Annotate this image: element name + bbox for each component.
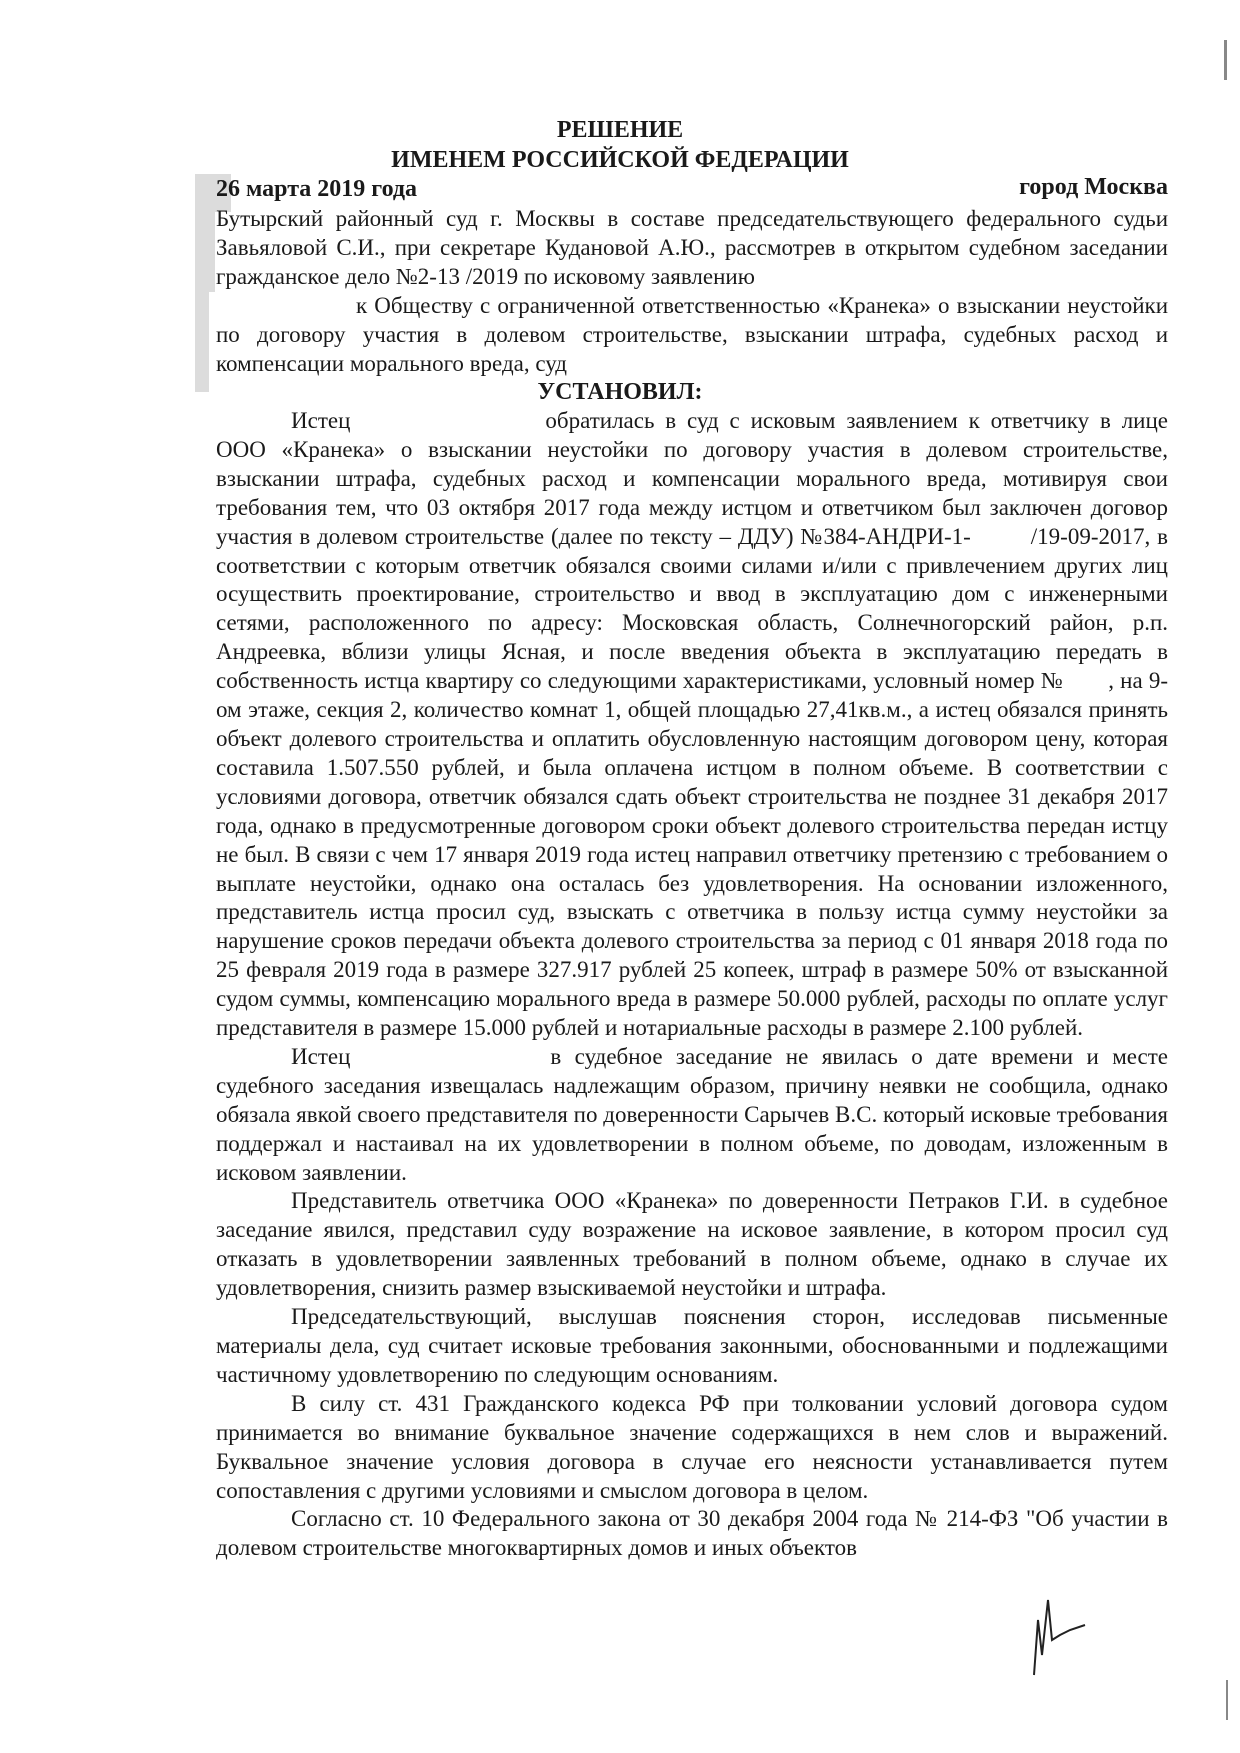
paragraph-2-text: в судебное заседание не явилась о дате времени и месте судебного заседания извещалась надлежащим образом, причину неявки не сообщила, однако обязала явкой своего представителя по доверенности Сарычев В.С. который исковые требования поддержал и настаивал на их удовлетворении в полном объеме, по доводам, изложенным в исковом заявлении.: [216, 1043, 1168, 1185]
plaintiff-label: Истец: [291, 1043, 351, 1069]
intro-paragraph: Бутырский районный суд г. Москвы в составе председательствующего федерального судьи Завьяловой С.И., при секретаре Кудановой А.Ю., рассмотрев в открытом судебном заседании гражданское дело №2-13 /2019 по исковому заявлению: [216, 206, 1168, 289]
scan-edge-mark: [1224, 40, 1227, 80]
document-title: РЕШЕНИЕ: [556, 117, 684, 143]
paragraph-6: Согласно ст. 10 Федерального закона от 30 декабря 2004 года № 214-ФЗ "Об участии в долевом строительстве многоквартирных домов и иных объектов: [216, 1506, 1168, 1561]
paragraph-1-cont2: , на 9-ом этаже, секция 2, количество комнат 1, общей площадью 27,41кв.м., а истец обязался принять объект долевого строительства и оплатить обусловленную настоящим договором цену, которая составила 1.507.550 рублей, и была оплачена истцом в полном объеме. В соответствии с условиями договора, ответчик обязался сдать объект строительства не позднее 31 декабря 2017 года, однако в предусмотренные договором сроки объект долевого строительства передан истцу не был. В связи с чем 17 января 2019 года истец направил ответчику претензию с требованием о выплате неустойки, однако она осталась без удовлетворения. На основании изложенного, представитель истца просил суд, взыскать с ответчика в пользу истца сумму неустойки за нарушение сроков передачи объекта долевого строительства за период с 01 января 2018 года по 25 февраля 2019 года в размере 327.917 рублей 25 копеек, штраф в размере 50% от взысканной судом суммы, компенсацию морального вреда в размере 50.000 рублей, расходы по оплате услуг представителя в размере 15.000 рублей и нотариальные расходы в размере 2.100 рублей.: [216, 668, 1168, 1041]
paragraph-1-text: обратилась в суд с исковым заявлением к ответчику в лице ООО «Кранека» о взыскании неустойки по договору участия в долевом строительстве, взыскании штрафа, судебных расход и компенсации морального вреда, мотивируя свои требования тем, что 03 октября 2017 года между истцом и ответчиком был заключен договор участия в долевом строительстве (далее по тексту – ДДУ) №384-АНДРИ-1-: [216, 408, 1168, 549]
date-line: [216, 174, 1168, 206]
decision-date: 26 марта 2019 года: [216, 176, 418, 202]
scan-edge-mark: [1226, 1680, 1228, 1720]
paragraph-1-cont: /19-09-2017, в соответствии с которым ответчик обязался своими силами и/или с привлечением других лиц осуществить проектирование, строительство и ввод в эксплуатацию дом с инженерными сетями, расположенного по адресу: Московская область, Солнечногорский район, р.п. Андреевка, вблизи улицы Ясная, и после введения объекта в эксплуатацию передать в собственность истца квартиру со следующими характеристиками, условный номер №: [216, 523, 1168, 694]
paragraph-1: [216, 407, 1168, 1043]
signature-mark: [1030, 1580, 1090, 1680]
paragraph-2: [216, 1043, 1168, 1188]
intro-block: [216, 205, 1168, 378]
main-text: [216, 407, 1168, 1563]
paragraph-3: Представитель ответчика ООО «Кранека» по доверенности Петраков Г.И. в судебное заседание явился, представил суду возражение на исковое заявление, в котором просил суд отказать в удовлетворении заявленных требований в полном объеме, однако в случае их удовлетворения, снизить размер взыскиваемой неустойки и штрафа.: [216, 1188, 1168, 1301]
scan-shadow: [195, 212, 215, 292]
intro-paragraph-cont: [216, 292, 1168, 379]
decision-city: город Москва: [1019, 174, 1168, 200]
paragraph-4: Председательствующий, выслушав пояснения сторон, исследовав письменные материалы дела, суд считает исковые требования законными, обоснованными и подлежащими частичному удовлетворению по следующим основаниям.: [216, 1304, 1168, 1387]
established-heading: УСТАНОВИЛ:: [537, 379, 703, 405]
paragraph-5: В силу ст. 431 Гражданского кодекса РФ при толковании условий договора судом принимается во внимание буквальное значение содержащихся в нем слов и выражений. Буквальное значение условия договора в случае его неясности устанавливается путем сопоставления с другими условиями и смыслом договора в целом.: [216, 1390, 1168, 1503]
intro-paragraph-text: к Обществу с ограниченной ответственностью «Кранека» о взыскании неустойки по договору участия в долевом строительстве, взыскании штрафа, судебных расход и компенсации морального вреда, суд: [216, 292, 1168, 376]
document-subtitle: ИМЕНЕМ РОССИЙСКОЙ ФЕДЕРАЦИИ: [391, 147, 849, 173]
plaintiff-label: Истец: [291, 408, 351, 433]
